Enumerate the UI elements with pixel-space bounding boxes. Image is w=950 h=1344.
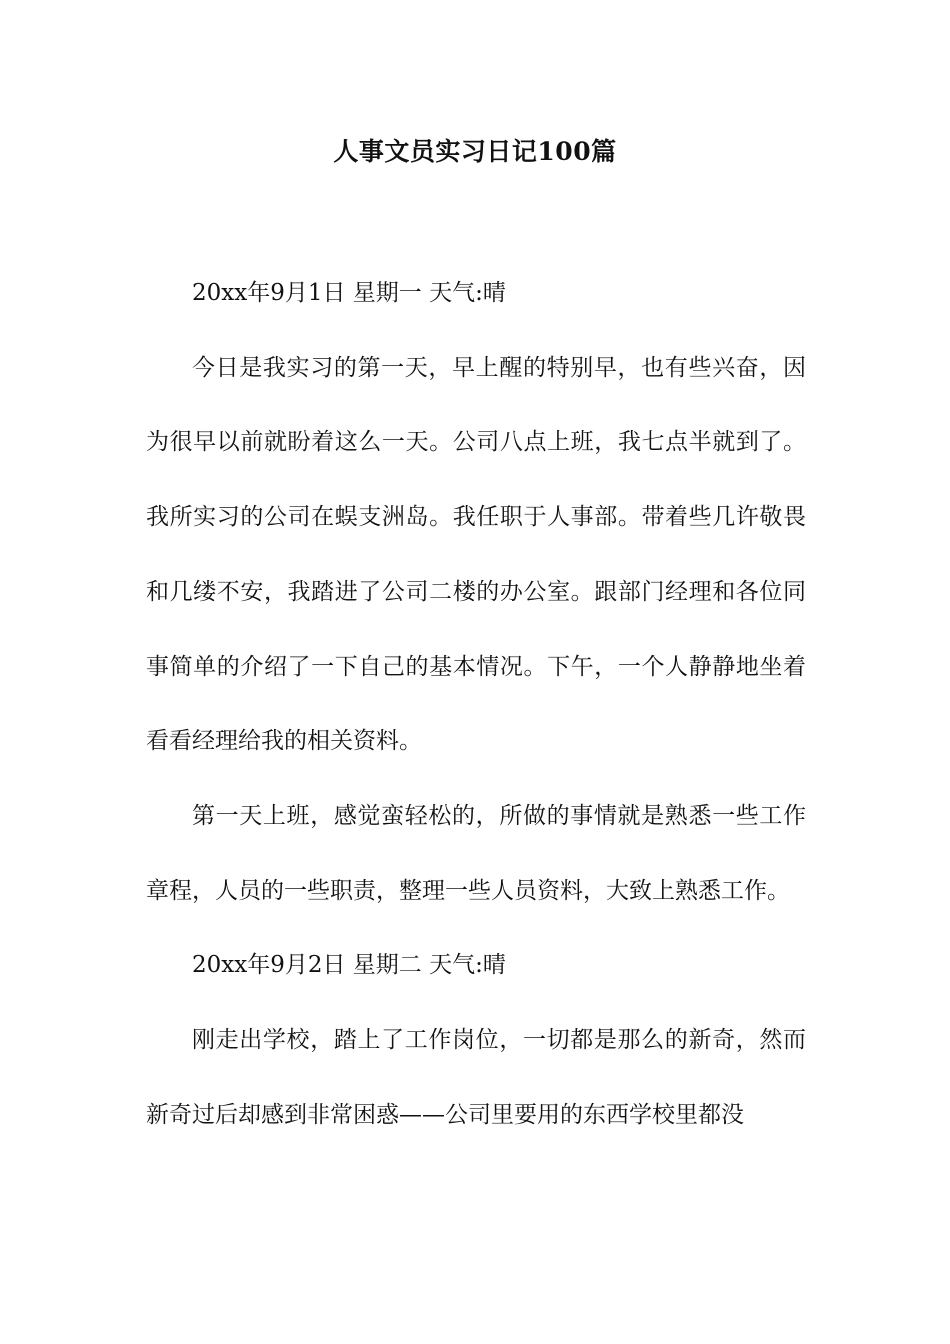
- diary-paragraph: 今日是我实习的第一天，早上醒的特别早，也有些兴奋，因为很早以前就盼着这么一天。公司八点上班，我七点半就到了。我所实习的公司在蜈支洲岛。我任职于人事部。带着些几许敬畏和几缕不安，我踏进了公司二楼的办公室。跟部门经理和各位同事简单的介绍了一下自己的基本情况。下午，一个人静静地坐着看看经理给我的相关资料。: [146, 354, 806, 755]
- document-title: 人事文员实习日记100篇: [333, 137, 617, 166]
- diary-paragraph: 第一天上班，感觉蛮轻松的，所做的事情就是熟悉一些工作章程，人员的一些职责，整理一些人员资料，大致上熟悉工作。: [146, 802, 806, 904]
- diary-paragraph: 刚走出学校，踏上了工作岗位，一切都是那么的新奇，然而新奇过后却感到非常困惑——公司里要用的东西学校里都没: [146, 1027, 806, 1128]
- document-body: [146, 256, 806, 1152]
- diary-date-line: 20xx年9月1日 星期一 天气:晴: [192, 280, 506, 306]
- diary-date-line: 20xx年9月2日 星期二 天气:晴: [192, 952, 506, 979]
